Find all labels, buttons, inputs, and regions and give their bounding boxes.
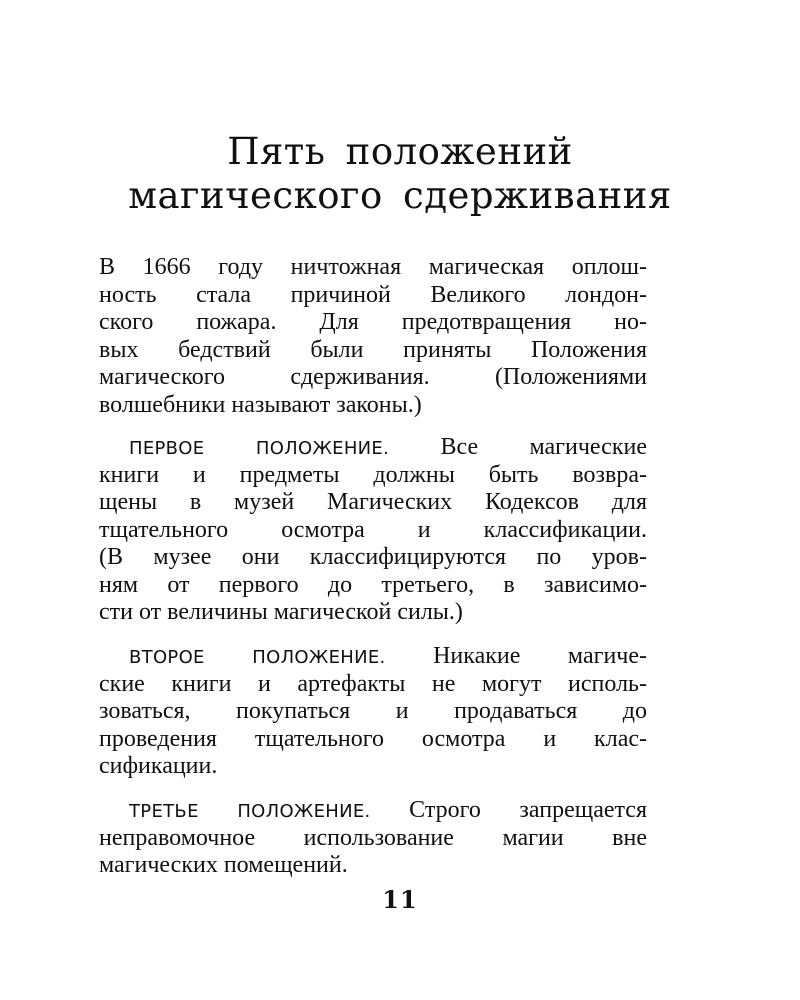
- paragraph-line: ность стала причиной Великого лондон-: [99, 281, 647, 308]
- paragraph-line: книги и предметы должны быть возвра-: [99, 461, 647, 488]
- paragraph-line: волшебники называют законы.): [99, 391, 422, 418]
- paragraph-line: щены в музей Магических Кодексов для: [99, 489, 647, 515]
- paragraph-line: магического сдерживания. (Положениями: [99, 364, 647, 390]
- rule-3-first-line: Строго запрещается: [409, 797, 648, 823]
- rule-3-paragraph: [99, 797, 647, 880]
- page-number: 11: [382, 885, 418, 914]
- paragraph-line: ням от первого до третьего, в зависимо-: [99, 571, 647, 598]
- paragraph-line: (В музее они классифицируются по уров-: [99, 544, 647, 570]
- rule-2-first-line: Никакие магиче-: [433, 643, 647, 669]
- rule-3-heading: ТРЕТЬЕ ПОЛОЖЕНИЕ.: [129, 801, 371, 822]
- paragraph-line: [99, 434, 647, 462]
- paragraph-line: вых бедствий были приняты Положения: [99, 336, 647, 363]
- paragraph-line: тщательного осмотра и классификации.: [99, 516, 647, 543]
- paragraph-line: зоваться, покупаться и продаваться до: [99, 698, 647, 724]
- page-title-line-1: Пять положений: [227, 130, 573, 173]
- paragraph-line: В 1666 году ничтожная магическая оплош-: [99, 254, 647, 280]
- paragraph-line: ского пожара. Для предотвращения но-: [99, 309, 647, 335]
- paragraph-line: сификации.: [99, 753, 218, 779]
- rule-2-heading: ВТОРОЕ ПОЛОЖЕНИЕ.: [129, 647, 386, 668]
- paragraph-line: проведения тщательного осмотра и клас-: [99, 725, 647, 752]
- paragraph-line: магических помещений.: [99, 852, 348, 878]
- rule-1-paragraph: [99, 434, 647, 627]
- paragraph-line: [99, 643, 647, 671]
- paragraph-line: [99, 797, 647, 825]
- rule-1-heading: ПЕРВОЕ ПОЛОЖЕНИЕ.: [129, 438, 390, 459]
- paragraph-line: сти от величины магической силы.): [99, 599, 463, 625]
- intro-paragraph: [99, 254, 647, 419]
- paragraph-line: ские книги и артефакты не могут исполь-: [99, 670, 647, 697]
- page-title-line-2: магического сдерживания: [128, 174, 672, 217]
- rule-2-paragraph: [99, 643, 647, 781]
- rule-1-first-line: Все магические: [440, 434, 647, 460]
- paragraph-line: неправомочное использование магии вне: [99, 824, 647, 851]
